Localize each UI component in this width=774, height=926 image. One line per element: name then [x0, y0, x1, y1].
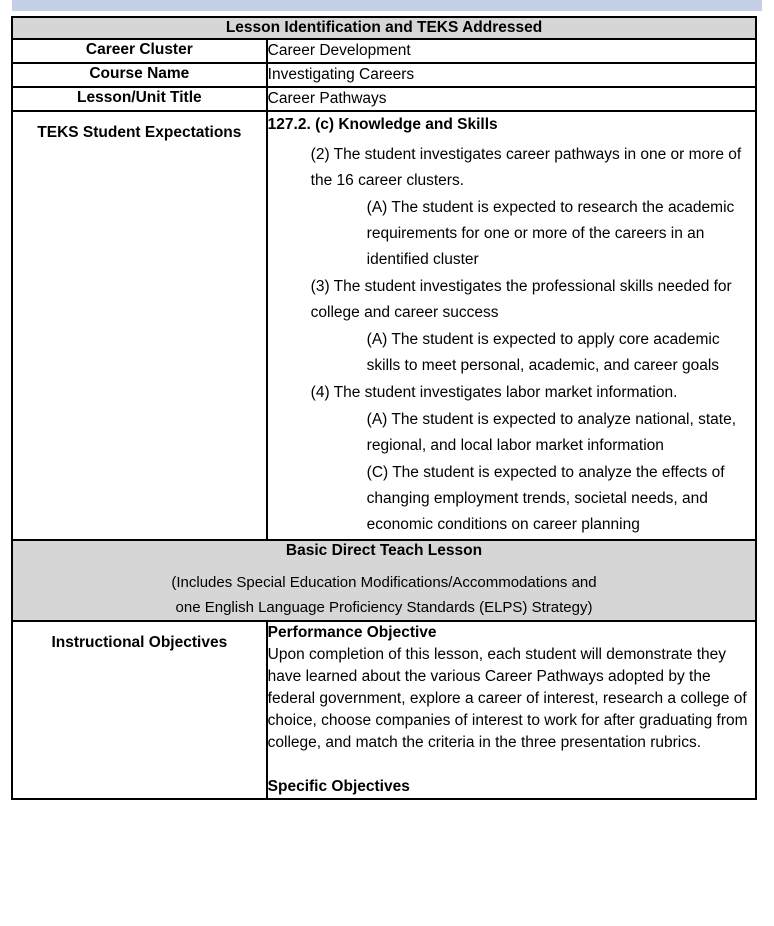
- teks-heading: 127.2. (c) Knowledge and Skills: [267, 116, 498, 133]
- table-row: [12, 87, 756, 111]
- teks-item: (A) The student is expected to analyze national, state, regional, and local labor market information: [366, 411, 737, 454]
- basic-band-subtitle-line-2: one English Language Proficiency Standards (ELPS) Strategy): [175, 599, 593, 616]
- row-value-instructional-objectives: [267, 621, 756, 799]
- row-label-instructional-objectives: Instructional Objectives: [12, 621, 267, 799]
- table-row: [12, 17, 756, 39]
- teks-item: (4) The student investigates labor market information.: [310, 384, 678, 401]
- row-value-teks-student-expectations: [267, 111, 756, 540]
- basic-band-title: Basic Direct Teach Lesson: [285, 542, 483, 559]
- table-row: [12, 39, 756, 63]
- row-label-lesson-unit-title: Lesson/Unit Title: [12, 87, 267, 111]
- table-row: [12, 540, 756, 621]
- teks-item: (3) The student investigates the professional skills needed for college and career success: [310, 278, 732, 321]
- teks-item: (C) The student is expected to analyze the effects of changing employment trends, societal needs, and economic conditions on career planning: [366, 464, 725, 533]
- section-header-lesson-identification: Lesson Identification and TEKS Addressed: [12, 17, 756, 39]
- teks-item: (A) The student is expected to research the academic requirements for one or more of the careers in an identified cluster: [366, 199, 735, 268]
- section-header-basic-direct-teach-lesson: [12, 540, 756, 621]
- performance-objective-heading: Performance Objective: [267, 624, 437, 641]
- lesson-plan-table: [11, 16, 757, 800]
- row-value-career-cluster: Career Development: [267, 39, 756, 63]
- performance-objective-body: Upon completion of this lesson, each student will demonstrate they have learned about the various Career Pathways adopted by the federal government, explore a career of interest, research a college of choice, choose companies of interest to work for after graduating from college, and match the criteria in the three presentation rubrics.: [267, 646, 748, 751]
- basic-band-subtitle: [13, 561, 755, 620]
- table-row: [12, 621, 756, 799]
- row-value-course-name: Investigating Careers: [267, 63, 756, 87]
- row-label-course-name: Course Name: [12, 63, 267, 87]
- teks-item: (A) The student is expected to apply core academic skills to meet personal, academic, and career goals: [366, 331, 720, 374]
- specific-objectives-heading: Specific Objectives: [267, 778, 410, 795]
- teks-item: (2) The student investigates career pathways in one or more of the 16 career clusters.: [310, 146, 742, 189]
- table-row: [12, 111, 756, 540]
- paragraph-spacer: [268, 754, 755, 776]
- row-label-career-cluster: Career Cluster: [12, 39, 267, 63]
- page-top-accent-bar: [12, 0, 762, 11]
- row-value-lesson-unit-title: Career Pathways: [267, 87, 756, 111]
- row-label-teks-student-expectations: TEKS Student Expectations: [12, 111, 267, 540]
- basic-band-subtitle-line-1: (Includes Special Education Modifications/Accommodations and: [171, 574, 597, 591]
- table-row: [12, 63, 756, 87]
